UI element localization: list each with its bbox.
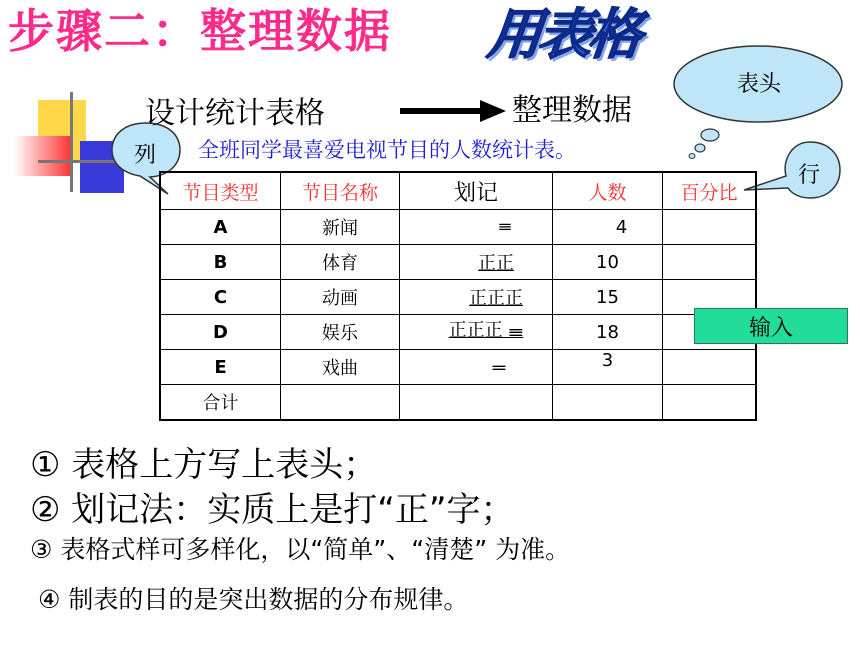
cell-count: 10 xyxy=(553,245,663,280)
cell-type: D xyxy=(160,315,281,350)
tally-text: 正正正 xyxy=(469,288,523,309)
header-name: 节目名称 xyxy=(281,172,400,210)
table-row xyxy=(160,315,756,350)
deco-vline xyxy=(70,92,73,192)
cell-count: 18 xyxy=(553,315,663,350)
note-item: ② 划记法：实质上是打“正”字； xyxy=(30,490,515,530)
header-tally: 划记 xyxy=(400,172,553,210)
cell-count: 15 xyxy=(553,280,663,315)
cell-name: 动画 xyxy=(281,280,400,315)
cell-empty xyxy=(281,385,400,421)
row-callout-label: 行 xyxy=(798,163,821,188)
cell-tally xyxy=(400,315,553,350)
cell-empty xyxy=(400,385,553,421)
cell-tally xyxy=(400,350,553,385)
cell-name: 体育 xyxy=(281,245,400,280)
cell-name: 戏曲 xyxy=(281,350,400,385)
cell-percent xyxy=(663,245,757,280)
input-button[interactable]: 输入 xyxy=(694,308,848,344)
tally-text: 正正 xyxy=(478,253,514,274)
cell-type: B xyxy=(160,245,281,280)
cell-name: 新闻 xyxy=(281,210,400,245)
table-row xyxy=(160,245,756,280)
deco-red-block xyxy=(14,136,72,176)
note-item: ④ 制表的目的是突出数据的分布规律。 xyxy=(38,585,469,614)
tally-text: 正正正 𝍢 xyxy=(448,320,524,341)
cell-percent xyxy=(663,350,757,385)
cell-name: 娱乐 xyxy=(281,315,400,350)
cell-count: 3 xyxy=(553,350,663,385)
cell-total-label: 合计 xyxy=(160,385,281,421)
cell-empty xyxy=(553,385,663,421)
organize-data-label: 整理数据 xyxy=(512,93,632,128)
table-row xyxy=(160,210,756,245)
table-row xyxy=(160,350,756,385)
cell-count: 4 xyxy=(553,210,663,245)
page-title: 步骤二：整理数据 xyxy=(8,4,392,58)
cell-percent xyxy=(663,210,757,245)
column-callout-label: 列 xyxy=(134,143,157,168)
header-type: 节目类型 xyxy=(160,172,281,210)
wordart-heading: 用表格 xyxy=(484,3,642,66)
table-row xyxy=(160,280,756,315)
table-caption: 全班同学最喜爱电视节目的人数统计表。 xyxy=(198,138,576,162)
right-arrow-icon xyxy=(400,100,506,122)
cell-type: C xyxy=(160,280,281,315)
statistics-table xyxy=(159,171,757,421)
cell-empty xyxy=(663,385,757,421)
cell-type: A xyxy=(160,210,281,245)
cell-type: E xyxy=(160,350,281,385)
table-total-row xyxy=(160,385,756,421)
cell-tally xyxy=(400,280,553,315)
design-table-label: 设计统计表格 xyxy=(145,96,325,131)
tally-text: 𝍡 xyxy=(491,354,507,375)
cell-tally xyxy=(400,245,553,280)
note-item: ③ 表格式样可多样化，以“简单”、“清楚” 为准。 xyxy=(30,535,571,564)
note-item: ① 表格上方写上表头； xyxy=(30,445,378,485)
header-count: 人数 xyxy=(553,172,663,210)
header-percent: 百分比 xyxy=(663,172,757,210)
tally-text: 𝍢 xyxy=(498,214,512,234)
cell-tally xyxy=(400,210,553,245)
table-header-row xyxy=(160,172,756,210)
header-callout-label: 表头 xyxy=(737,72,782,97)
